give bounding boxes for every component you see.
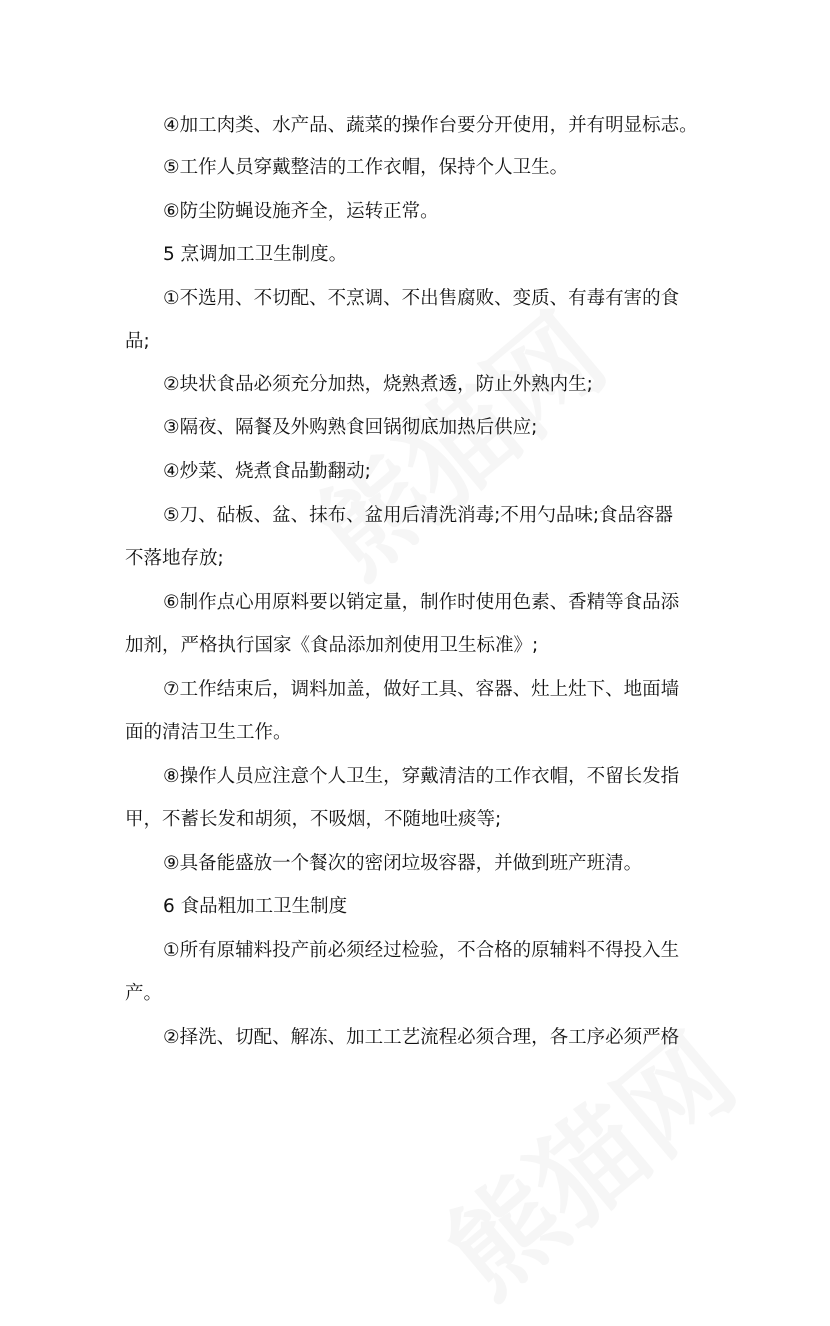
paragraph-line: ⑥防尘防蝇设施齐全，运转正常。 <box>163 201 439 222</box>
paragraph-line: 不落地存放; <box>125 548 224 569</box>
paragraph-line: ④加工肉类、水产品、蔬菜的操作台要分开使用，并有明显标志。 <box>163 115 698 136</box>
paragraph-line: ⑦工作结束后，调料加盖，做好工具、容器、灶上灶下、地面墙 <box>163 679 680 700</box>
paragraph-line: 加剂，严格执行国家《食品添加剂使用卫生标准》; <box>125 635 539 656</box>
paragraph-line: ②择洗、切配、解冻、加工工艺流程必须合理，各工序必须严格 <box>163 1027 680 1048</box>
paragraph-line: ⑤刀、砧板、盆、抹布、盆用后清洗消毒;不用勺品味;食品容器 <box>163 505 674 526</box>
paragraph-line: 产。 <box>125 983 163 1004</box>
section-heading: 6 食品粗加工卫生制度 <box>163 896 348 917</box>
paragraph-line: ⑧操作人员应注意个人卫生，穿戴清洁的工作衣帽，不留长发指 <box>163 766 680 787</box>
paragraph-line: ③隔夜、隔餐及外购熟食回锅彻底加热后供应; <box>163 417 538 438</box>
paragraph-line: ⑨具备能盛放一个餐次的密闭垃圾容器，并做到班产班清。 <box>163 853 643 874</box>
paragraph-line: ①所有原辅料投产前必须经过检验，不合格的原辅料不得投入生 <box>163 940 680 961</box>
paragraph-line: ②块状食品必须充分加热，烧熟煮透，防止外熟内生; <box>163 374 593 395</box>
section-heading: 5 烹调加工卫生制度。 <box>163 244 348 265</box>
paragraph-line: 品; <box>125 331 150 352</box>
paragraph-line: ①不选用、不切配、不烹调、不出售腐败、变质、有毒有害的食 <box>163 288 680 309</box>
paragraph-line: 面的清洁卫生工作。 <box>125 722 292 743</box>
paragraph-line: ⑤工作人员穿戴整洁的工作衣帽，保持个人卫生。 <box>163 157 569 178</box>
paragraph-line: ⑥制作点心用原料要以销定量，制作时使用色素、香精等食品添 <box>163 592 680 613</box>
paragraph-line: 甲，不蓄长发和胡须，不吸烟，不随地吐痰等; <box>125 809 502 830</box>
paragraph-line: ④炒菜、烧煮食品勤翻动; <box>163 461 371 482</box>
